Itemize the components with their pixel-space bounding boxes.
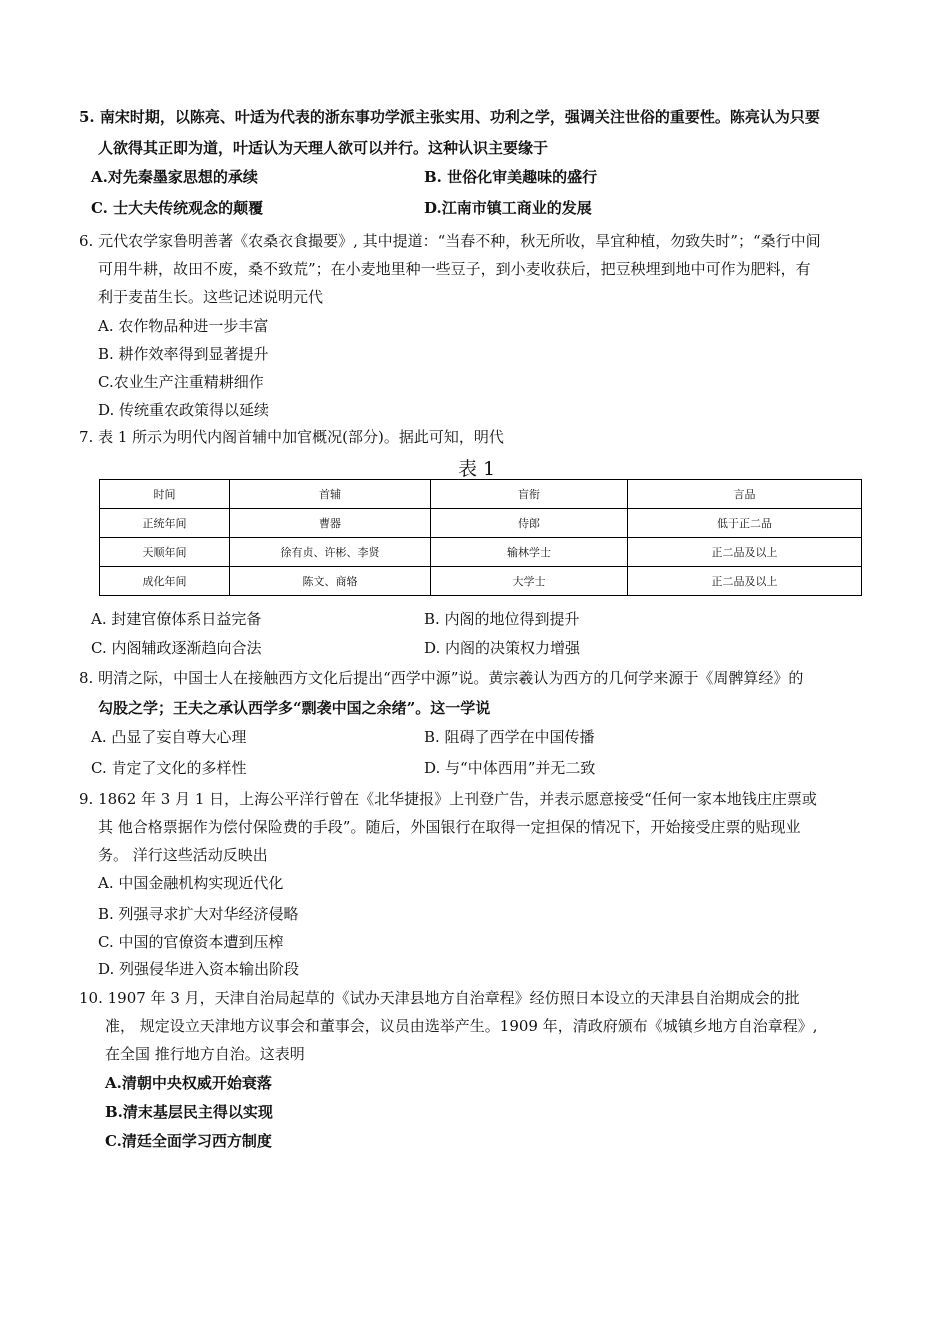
q7-option-d: D. 内阁的决策权力增强 (424, 639, 581, 657)
q10-stem-line1: 10. 1907 年 3 月，天津自治局起草的《试办天津县地方自治章程》经仿照日本设立的天津县自治期成会的批 (79, 989, 800, 1007)
q6-stem-line3: 利于麦苗生长。这些记述说明元代 (98, 288, 324, 306)
table-cell: 低于正二品 (628, 509, 862, 538)
q9-stem-line3: 务。 洋行这些活动反映出 (98, 846, 268, 864)
q5-option-d: D.江南市镇工商业的发展 (424, 199, 592, 217)
table-cell: 正二品及以上 (628, 538, 862, 567)
table-header-cell: 言品 (628, 480, 862, 509)
table-cell: 正统年间 (100, 509, 230, 538)
table-header-cell: 首辅 (230, 480, 431, 509)
table-header-row (100, 480, 862, 509)
q5-option-c: C. 士大夫传统观念的颠覆 (91, 199, 264, 217)
table-cell: 徐有贞、许彬、李贤 (230, 538, 431, 567)
q6-option-a: A. 农作物品种进一步丰富 (98, 317, 269, 335)
table-cell: 正二品及以上 (628, 567, 862, 596)
table-cell: 成化年间 (100, 567, 230, 596)
table-cell: 曹器 (230, 509, 431, 538)
q8-stem-line2: 勾股之学；王夫之承认西学多“剽袭中国之余绪”。这一学说 (98, 699, 491, 717)
q9-option-c: C. 中国的官僚资本遭到压榨 (98, 933, 284, 951)
q8-stem-line1: 8. 明清之际，中国士人在接触西方文化后提出“西学中源”说。黄宗羲认为西方的几何学来源于《周髀算经》的 (79, 669, 804, 687)
table-cell: 天顺年间 (100, 538, 230, 567)
q9-stem-line2: 其 他合格票据作为偿付保险费的手段”。随后，外国银行在取得一定担保的情况下，开始接受庄票的贴现业 (98, 818, 801, 836)
q8-option-d: D. 与“中体西用”并无二致 (424, 759, 596, 777)
table-cell: 输林学士 (431, 538, 628, 567)
table-header-cell: 时间 (100, 480, 230, 509)
q8-option-a: A. 凸显了妄自尊大心理 (91, 728, 247, 746)
q10-stem-line3: 在全国 推行地方自治。这表明 (105, 1045, 305, 1063)
table-row (100, 509, 862, 538)
table-row (100, 567, 862, 596)
q7-stem-line1: 7. 表 1 所示为明代内阁首辅中加官概况(部分)。据此可知，明代 (79, 428, 504, 446)
table-cell: 陈文、商辂 (230, 567, 431, 596)
table-row (100, 538, 862, 567)
table-caption: 表 1 (458, 458, 496, 480)
q9-option-a: A. 中国金融机构实现近代化 (98, 874, 284, 892)
q10-option-b: B.清末基层民主得以实现 (105, 1103, 273, 1121)
q10-stem-line2: 准， 规定设立天津地方议事会和董事会，议员由选举产生。1909 年，清政府颁布《城镇乡地方自治章程》, (105, 1017, 818, 1035)
q7-option-c: C. 内阁辅政逐渐趋向合法 (91, 639, 262, 657)
q7-option-b: B. 内阁的地位得到提升 (424, 610, 580, 628)
q6-option-c: C.农业生产注重精耕细作 (98, 373, 264, 391)
table-cell: 侍郎 (431, 509, 628, 538)
table-cell: 大学士 (431, 567, 628, 596)
q5-option-b: B. 世俗化审美趣味的盛行 (424, 168, 598, 186)
q8-option-c: C. 肯定了文化的多样性 (91, 759, 247, 777)
q9-option-d: D. 列强侵华进入资本输出阶段 (98, 960, 300, 978)
q5-stem-line2: 人欲得其正即为道，叶适认为天理人欲可以并行。这种认识主要缘于 (98, 139, 549, 157)
q8-option-b: B. 阻碍了西学在中国传播 (424, 728, 595, 746)
q6-stem-line2: 可用牛耕，故田不废，桑不致荒”；在小麦地里种一些豆子，到小麦收获后，把豆秧埋到地中可作为肥料，有 (98, 260, 811, 278)
q10-option-c: C.清廷全面学习西方制度 (105, 1132, 272, 1150)
q7-option-a: A. 封建官僚体系日益完备 (91, 610, 262, 628)
q5-option-a: A.对先秦墨家思想的承续 (91, 168, 258, 186)
q9-stem-line1: 9. 1862 年 3 月 1 日，上海公平洋行曾在《北华捷报》上刊登广告，并表示愿意接受“任何一家本地钱庄庄票或 (79, 790, 817, 808)
q6-option-d: D. 传统重农政策得以延续 (98, 401, 270, 419)
q10-option-a: A.清朝中央权威开始衰落 (105, 1074, 272, 1092)
q6-stem-line1: 6. 元代农学家鲁明善著《农桑衣食撮要》, 其中提道：“当春不种，秋无所收，旱宜种植，勿致失时”；“桑行中间 (79, 232, 821, 250)
q9-option-b: B. 列强寻求扩大对华经济侵略 (98, 905, 299, 923)
official-title-table (99, 479, 862, 596)
q5-stem-line1: 5. 南宋时期，以陈亮、叶适为代表的浙东事功学派主张实用、功利之学，强调关注世俗的重要性。陈亮认为只要 (79, 108, 820, 126)
q6-option-b: B. 耕作效率得到显著提升 (98, 345, 269, 363)
table-header-cell: 盲衔 (431, 480, 628, 509)
